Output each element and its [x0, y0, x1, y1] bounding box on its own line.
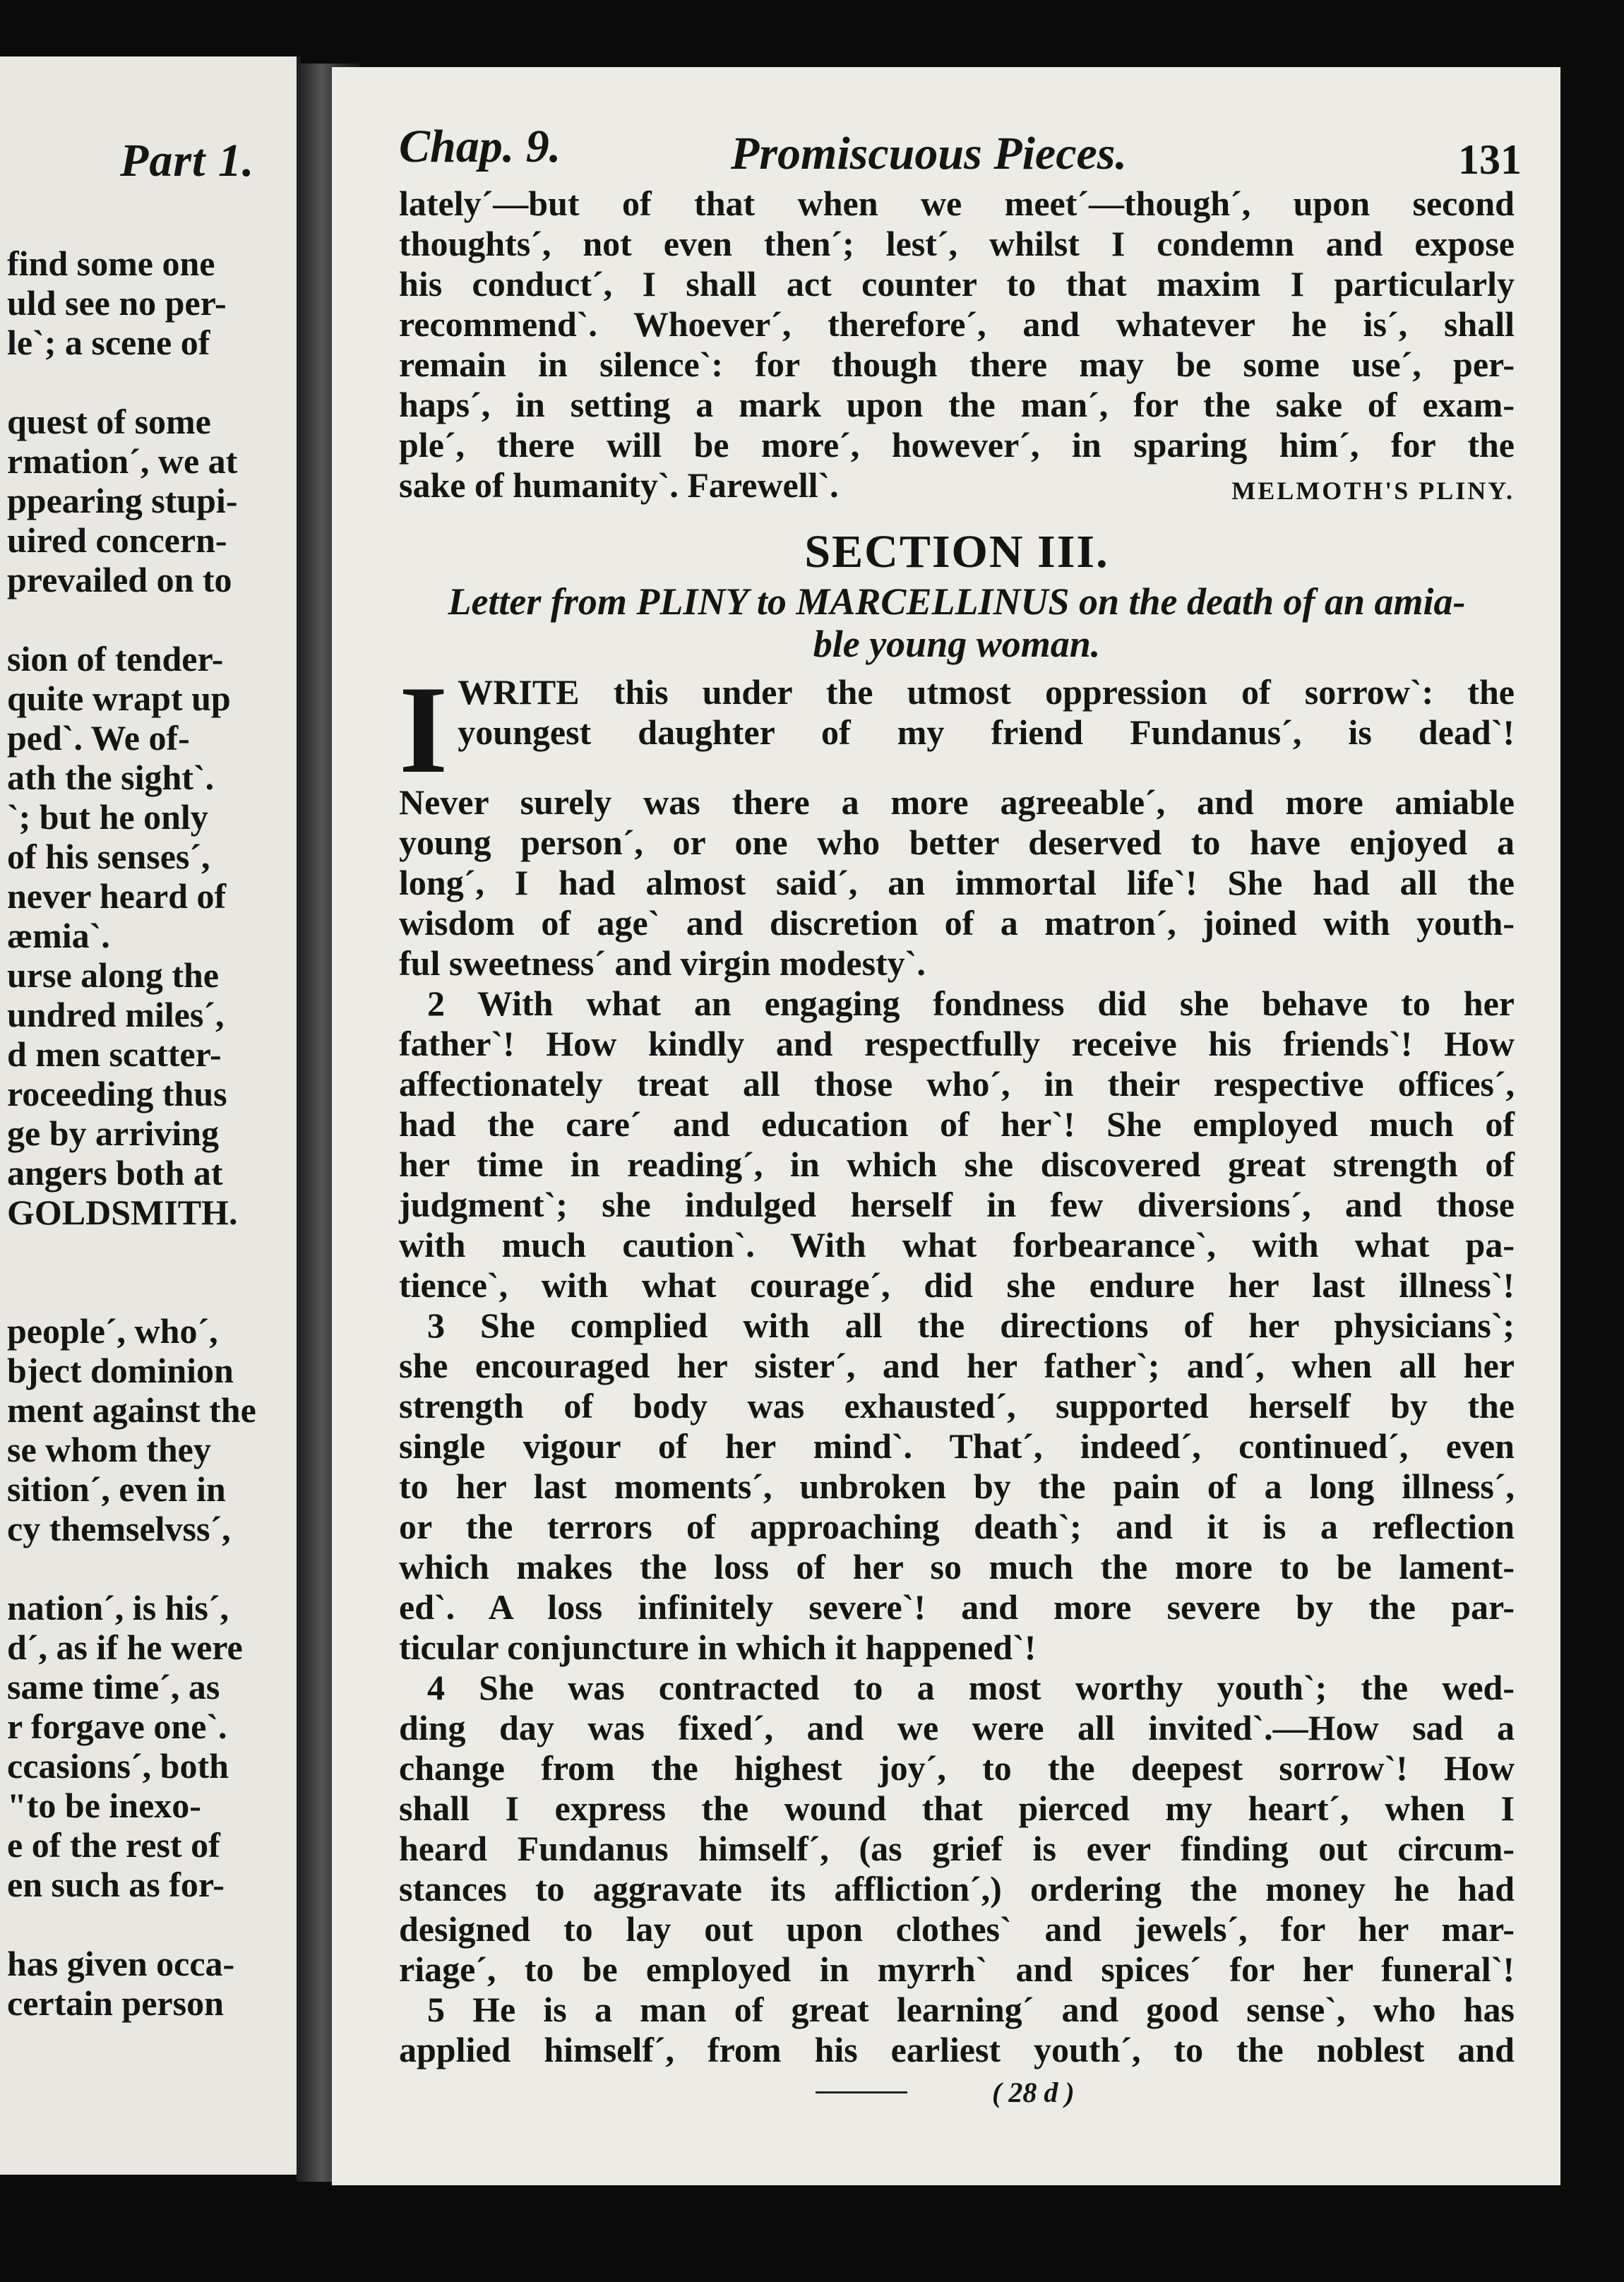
paragraph-4 — [399, 1668, 1515, 1990]
left-text-line: never heard of — [7, 876, 227, 916]
left-text-line: of his senses´, — [7, 837, 210, 876]
left-text-line: d´, as if he were — [7, 1627, 243, 1667]
left-text-line: cy themselvss´, — [7, 1509, 231, 1548]
left-text-line: ath the sight`. — [7, 758, 215, 797]
text-line: WRITE this under the utmost oppression of sorrow`: the — [458, 672, 1515, 712]
left-page — [0, 56, 301, 2175]
text-line: father`! How kindly and respectfully receive his friends`! How — [399, 1024, 1515, 1063]
text-line: long´, I had almost said´, an immortal life`! She had all the — [399, 863, 1515, 902]
left-text-line: ppearing stupi- — [7, 481, 238, 520]
page-footer — [399, 2070, 1515, 2120]
text-line: ding day was fixed´, and we were all invited`.—How sad a — [399, 1708, 1515, 1748]
signature-mark: ( 28 d ) — [992, 2077, 1075, 2108]
left-text-line: has given occa- — [7, 1944, 235, 1983]
text-line: 3 She complied with all the directions of her physicians`; — [427, 1306, 1515, 1345]
left-text-line: le`; a scene of — [7, 323, 210, 362]
text-line: affectionately treat all those who´, in their respective offices´, — [399, 1064, 1515, 1104]
left-text-line: find some one — [7, 244, 215, 283]
text-line: designed to lay out upon clothes` and jewels´, for her mar- — [399, 1909, 1515, 1949]
left-text-line: nation´, is his´, — [7, 1588, 229, 1627]
text-line: wisdom of age` and discretion of a matron´, joined with youth- — [399, 903, 1515, 943]
left-text-line: uld see no per- — [7, 283, 227, 323]
author-attribution: MELMOTH'S PLINY. — [1231, 477, 1515, 505]
text-line: remain in silence`: for though there may be some use´, per- — [399, 345, 1515, 384]
left-page-header: Part 1. — [120, 135, 255, 186]
left-text-line: ped`. We of- — [7, 718, 190, 758]
left-text-line: prevailed on to — [7, 560, 232, 599]
paragraph-1 — [399, 659, 1515, 984]
left-text-line: `; but he only — [7, 797, 208, 837]
text-line: she encouraged her sister´, and her father`; and´, when all her — [399, 1346, 1515, 1385]
text-line: had the care´ and education of her`! She employed much of — [399, 1104, 1515, 1144]
text-line: or the terrors of approaching death`; and it is a reflection — [399, 1507, 1515, 1546]
text-line: Never surely was there a more agreeable´, and more amiable — [399, 782, 1515, 822]
closing-line — [399, 465, 1515, 511]
left-text-line: uired concern- — [7, 520, 227, 560]
subtitle-line: Letter from PLINY to MARCELLINUS on the death of an amia- — [448, 580, 1466, 623]
left-text-line: se whom they — [7, 1430, 211, 1469]
text-line: heard Fundanus himself´, (as grief is ever finding out circum- — [399, 1829, 1515, 1868]
left-text-line: undred miles´, — [7, 995, 225, 1034]
text-line: his conduct´, I shall act counter to that maxim I particularly — [399, 264, 1515, 304]
left-text-line: people´, who´, — [7, 1311, 218, 1351]
intro-paragraph — [399, 184, 1515, 511]
subtitle-line: ble young woman. — [813, 623, 1101, 665]
text-line: with much caution`. With what forbearance`, with what pa- — [399, 1225, 1515, 1265]
left-text-line: sion of tender- — [7, 639, 224, 679]
left-text-line: sition´, even in — [7, 1469, 226, 1509]
text-line: which makes the loss of her so much the more to be lament- — [399, 1547, 1515, 1587]
running-title: Promiscuous Pieces. — [731, 128, 1127, 179]
text-line: haps´, in setting a mark upon the man´, for the sake of exam- — [399, 385, 1515, 424]
page-number: 131 — [1458, 136, 1522, 183]
text-line: applied himself´, from his earliest youth´, to the noblest and — [399, 2030, 1515, 2069]
text-line: shall I express the wound that pierced my heart´, when I — [399, 1788, 1515, 1828]
left-text-line: æmia`. — [7, 916, 110, 955]
left-text-line: same time´, as — [7, 1667, 220, 1707]
text-line: her time in reading´, in which she discovered great strength of — [399, 1145, 1515, 1184]
paragraph-3 — [399, 1306, 1515, 1668]
text-line: 4 She was contracted to a most worthy youth`; the wed- — [427, 1668, 1515, 1707]
text-line: 5 He is a man of great learning´ and good sense`, who has — [427, 1990, 1515, 2029]
text-line: ple´, there will be more´, however´, in sparing him´, for the — [399, 425, 1515, 465]
text-line: tience`, with what courage´, did she endure her last illness`! — [399, 1265, 1515, 1305]
left-text-line: certain person — [7, 1983, 224, 2023]
section-title: SECTION III. — [804, 526, 1109, 578]
left-text-line: ccasions´, both — [7, 1746, 229, 1786]
left-text-line: quite wrapt up — [7, 679, 231, 718]
left-text-line: rmation´, we at — [7, 441, 238, 481]
page-body — [399, 120, 1522, 2120]
running-head — [399, 120, 1522, 184]
left-text-line: ge by arriving — [7, 1113, 219, 1153]
left-text-line: en such as for- — [7, 1865, 225, 1904]
text-line: youngest daughter of my friend Fundanus´, is dead`! — [458, 712, 1515, 752]
left-text-line: r forgave one`. — [7, 1707, 227, 1746]
text-line: thoughts´, not even then´; lest´, whilst I condemn and expose — [399, 224, 1515, 263]
text-line: to her last moments´, unbroken by the pain of a long illness´, — [399, 1466, 1515, 1506]
text-line: ful sweetness´ and virgin modesty`. — [399, 943, 926, 983]
text-line: ticular conjuncture in which it happened`! — [399, 1627, 1037, 1667]
text-line: judgment`; she indulged herself in few diversions´, and those — [399, 1185, 1515, 1224]
letter-subtitle — [399, 580, 1515, 665]
text-line: strength of body was exhausted´, supported herself by the — [399, 1386, 1515, 1426]
left-text-line: quest of some — [7, 402, 211, 441]
drop-cap: I — [399, 659, 448, 799]
left-text-line: ment against the — [7, 1390, 256, 1430]
paragraph-2 — [399, 984, 1515, 1306]
paragraph-5 — [399, 1990, 1515, 2070]
left-text-line: "to be inexo- — [7, 1786, 201, 1825]
chapter-label: Chap. 9. — [399, 121, 561, 172]
text-line: lately´—but of that when we meet´—though´, upon second — [399, 184, 1515, 223]
text-line: recommend`. Whoever´, therefore´, and whatever he is´, shall — [399, 304, 1515, 344]
text-line: stances to aggravate its affliction´,) ordering the money he had — [399, 1869, 1515, 1908]
left-text-line: bject dominion — [7, 1351, 234, 1390]
closing-text: sake of humanity`. Farewell`. — [399, 465, 839, 505]
text-line: change from the highest joy´, to the deepest sorrow`! How — [399, 1748, 1515, 1788]
text-line: 2 With what an engaging fondness did she behave to her — [427, 984, 1515, 1023]
left-text-line: GOLDSMITH. — [7, 1193, 238, 1232]
text-line: riage´, to be employed in myrrh` and spices´ for her funeral`! — [399, 1949, 1515, 1989]
text-line: young person´, or one who better deserved to have enjoyed a — [399, 823, 1515, 862]
left-text-line: roceeding thus — [7, 1074, 227, 1113]
left-text-line: d men scatter- — [7, 1034, 222, 1074]
right-page — [332, 67, 1560, 2185]
footer-rule — [816, 2091, 907, 2093]
left-text-line: angers both at — [7, 1153, 223, 1193]
text-line: ed`. A loss infinitely severe`! and more severe by the par- — [399, 1587, 1515, 1627]
text-line: single vigour of her mind`. That´, indeed´, continued´, even — [399, 1426, 1515, 1466]
left-text-line: e of the rest of — [7, 1825, 220, 1865]
left-text-line: urse along the — [7, 955, 219, 995]
